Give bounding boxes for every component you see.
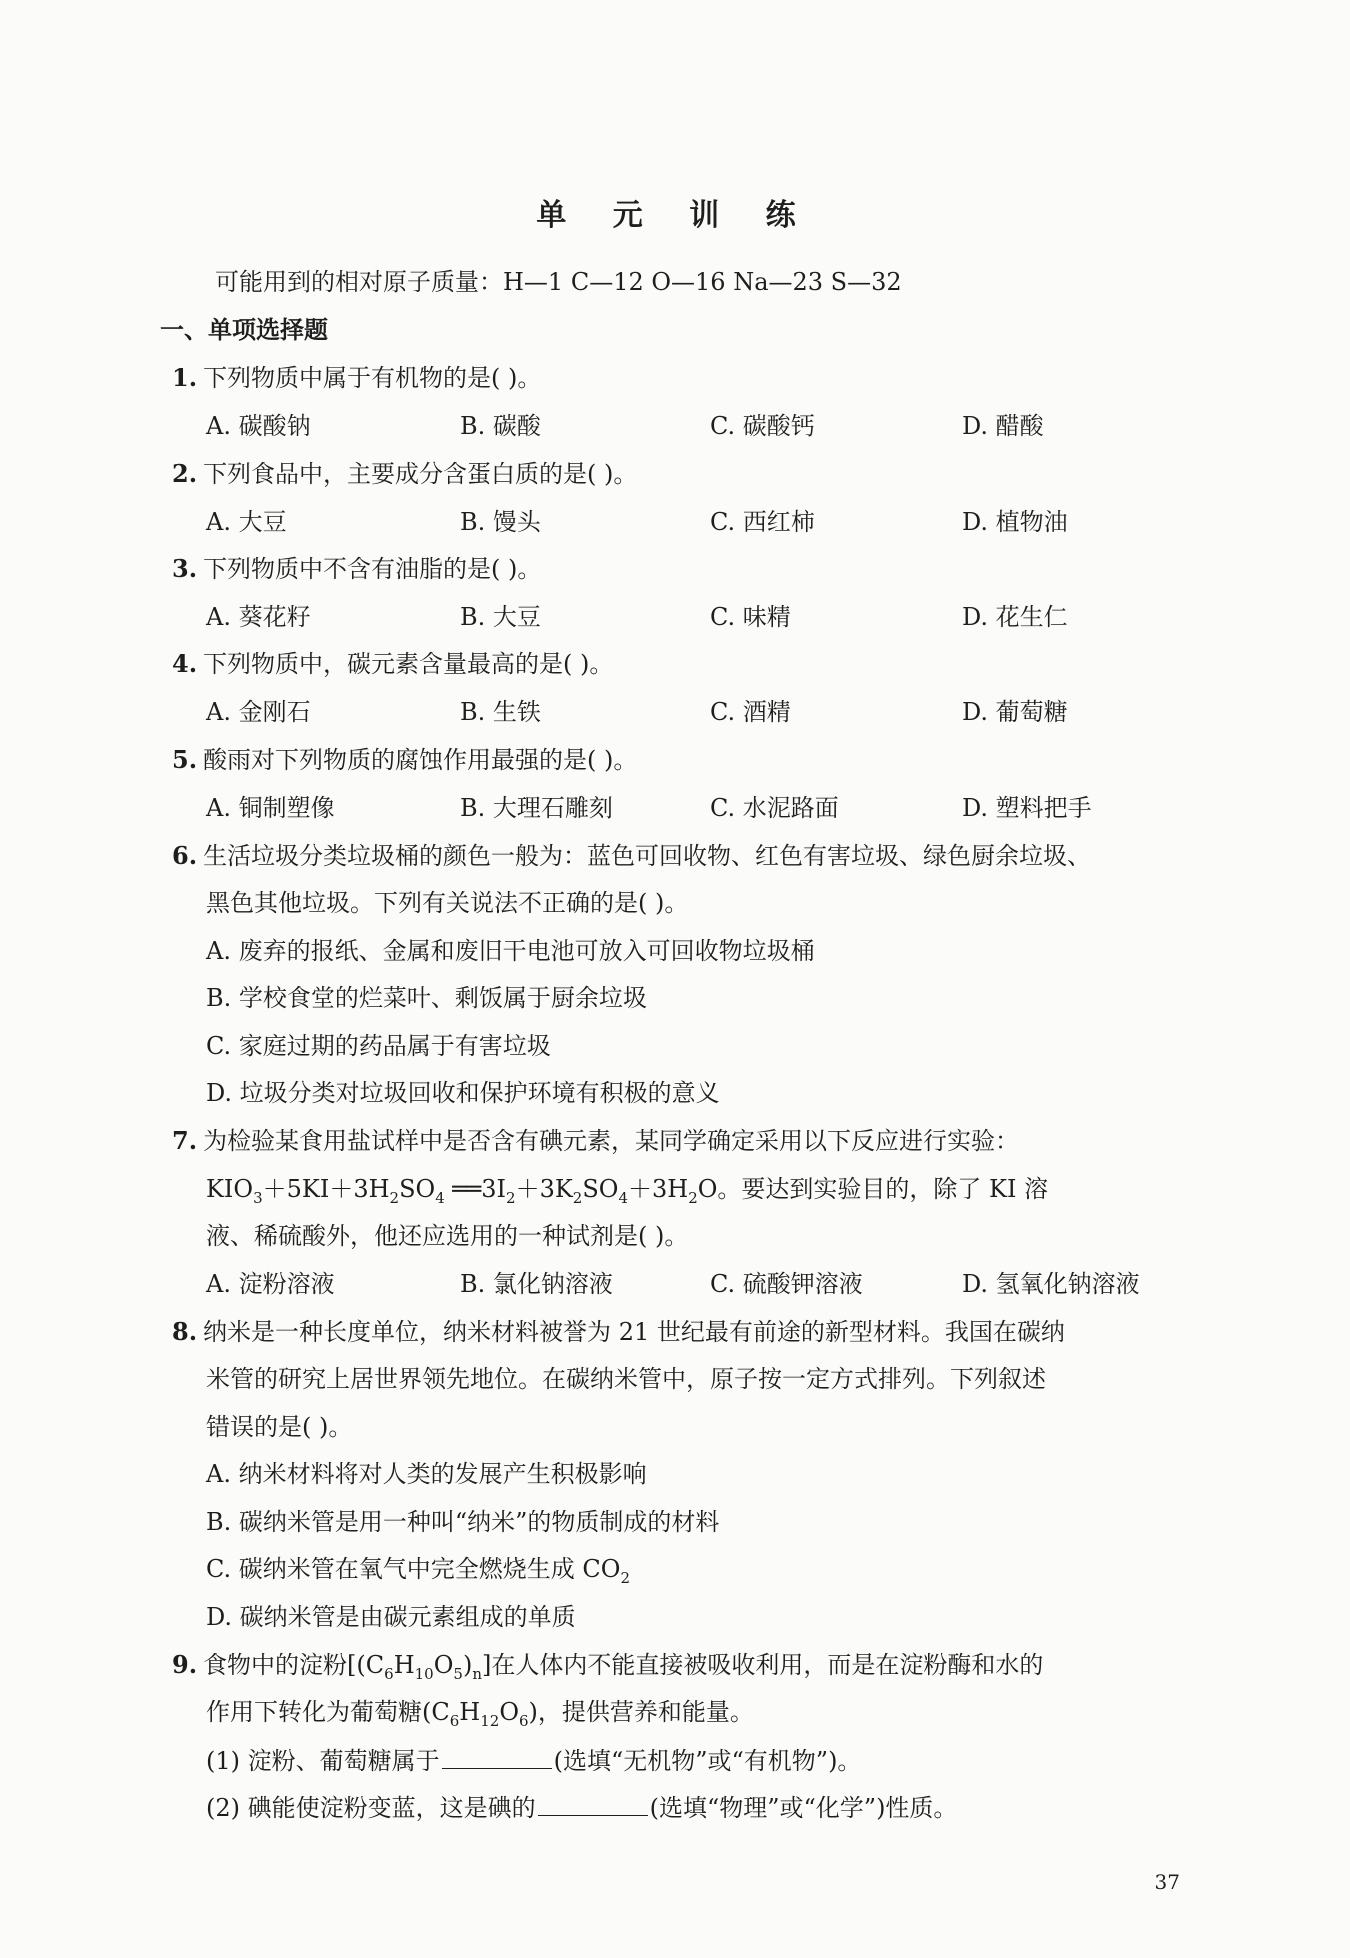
question-stem: 作用下转化为葡萄糖(C	[206, 1698, 450, 1726]
formula-part: H	[459, 1698, 481, 1726]
question-stem: 纳米是一种长度单位，纳米材料被誉为 21 世纪最有前途的新型材料。我国在碳纳	[203, 1318, 1065, 1346]
option-b: B. 碳纳米管是用一种叫“纳米”的物质制成的材料	[206, 1508, 720, 1536]
formula-part: SO	[582, 1175, 619, 1203]
question-stem: 酸雨对下列物质的腐蚀作用最强的是( )。	[203, 746, 638, 774]
question-number: 8.	[172, 1317, 198, 1346]
subscript: 2	[572, 1188, 583, 1207]
question-stem-line: 米管的研究上居世界领先地位。在碳纳米管中，原子按一定方式排列。下列叙述	[206, 1365, 1046, 1393]
answer-blank[interactable]	[538, 1791, 648, 1816]
subscript: 5	[453, 1664, 463, 1683]
section-heading: 一、单项选择题	[160, 315, 328, 344]
question-stem: 下列食品中，主要成分含蛋白质的是( )。	[203, 460, 638, 488]
question-number: 5.	[172, 745, 198, 774]
option-b: B. 馒头	[460, 508, 541, 536]
option-b: B. 生铁	[460, 698, 541, 726]
question-8	[172, 1316, 1065, 1348]
question-stem: ]在人体内不能直接被吸收利用，而是在淀粉酶和水的	[482, 1651, 1044, 1679]
option-c: C. 水泥路面	[710, 794, 839, 822]
sub-question-text: (1) 淀粉、葡萄糖属于	[206, 1747, 440, 1775]
option-b: B. 学校食堂的烂菜叶、剩饭属于厨余垃圾	[206, 984, 647, 1012]
option-b: B. 碳酸	[460, 412, 541, 440]
question-2	[172, 458, 637, 490]
subscript: 3	[253, 1188, 263, 1207]
atomic-masses: 可能用到的相对原子质量：H—1 C—12 O—16 Na—23 S—32	[215, 268, 902, 296]
question-number: 9.	[172, 1650, 198, 1679]
question-stem-line: 错误的是( )。	[206, 1413, 353, 1441]
sub-question-1	[206, 1744, 861, 1777]
subscript: 6	[519, 1711, 529, 1730]
question-3	[172, 553, 541, 585]
question-number: 2.	[172, 459, 198, 488]
question-stem: 下列物质中，碳元素含量最高的是( )。	[203, 650, 614, 678]
formula-part: ＋3H	[628, 1175, 689, 1203]
option-c: C. 味精	[710, 603, 791, 631]
option-a: A. 铜制塑像	[206, 794, 335, 822]
formula-part: SO	[399, 1175, 436, 1203]
option-d: D. 碳纳米管是由碳元素组成的单质	[206, 1603, 576, 1631]
option-d: D. 垃圾分类对垃圾回收和保护环境有积极的意义	[206, 1079, 720, 1107]
option-c: C. 酒精	[710, 698, 791, 726]
question-stem: 生活垃圾分类垃圾桶的颜色一般为：蓝色可回收物、红色有害垃圾、绿色厨余垃圾、	[203, 842, 1092, 870]
subscript: 6	[384, 1664, 394, 1683]
chemical-equation	[206, 1173, 1048, 1214]
formula-part: O	[499, 1698, 519, 1726]
option-d: D. 葡萄糖	[962, 698, 1068, 726]
sub-question-text: (选填“无机物”或“有机物”)。	[553, 1747, 862, 1775]
question-number: 4.	[172, 649, 198, 678]
sub-question-2	[206, 1791, 957, 1824]
page-number: 37	[1154, 1870, 1180, 1894]
option-c: C. 家庭过期的药品属于有害垃圾	[206, 1032, 551, 1060]
option-a: A. 废弃的报纸、金属和废旧干电池可放入可回收物垃圾桶	[206, 937, 815, 965]
formula-part: KIO	[206, 1175, 254, 1203]
question-4	[172, 648, 613, 680]
subscript: 2	[506, 1188, 516, 1207]
question-stem: 下列物质中属于有机物的是( )。	[203, 364, 542, 392]
option-a: A. 碳酸钠	[206, 412, 311, 440]
option-b: B. 大理石雕刻	[460, 794, 613, 822]
question-stem: )，提供营养和能量。	[528, 1698, 754, 1726]
question-number: 3.	[172, 554, 198, 583]
formula-part: ══3I	[444, 1175, 507, 1203]
subscript: 2	[389, 1188, 400, 1207]
question-stem: 食物中的淀粉[(C	[203, 1651, 385, 1679]
question-stem: 下列物质中不含有油脂的是( )。	[203, 555, 542, 583]
option-a: A. 大豆	[206, 508, 287, 536]
option-a: A. 葵花籽	[206, 603, 311, 631]
option-d: D. 花生仁	[962, 603, 1068, 631]
sub-question-text: (选填“物理”或“化学”)性质。	[649, 1794, 958, 1822]
subscript: 2	[688, 1188, 698, 1207]
formula-part: ＋3K	[515, 1175, 573, 1203]
option-a: A. 金刚石	[206, 698, 311, 726]
question-stem: 为检验某食用盐试样中是否含有碘元素，某同学确定采用以下反应进行实验：	[203, 1127, 1020, 1155]
option-c: C. 碳酸钙	[710, 412, 815, 440]
formula-part: )	[462, 1651, 473, 1679]
subscript: 2	[620, 1568, 630, 1587]
question-stem-line: 液、稀硫酸外，他还应选用的一种试剂是( )。	[206, 1222, 689, 1250]
option-a: A. 纳米材料将对人类的发展产生积极影响	[206, 1460, 647, 1488]
question-number: 1.	[172, 363, 198, 392]
formula-part: H	[393, 1651, 415, 1679]
option-c: C. 硫酸钾溶液	[710, 1270, 863, 1298]
question-stem-line	[206, 1696, 754, 1737]
page-title: 单 元 训 练	[536, 198, 814, 233]
option-c	[206, 1553, 630, 1594]
option-a: A. 淀粉溶液	[206, 1270, 335, 1298]
question-6	[172, 840, 1091, 872]
question-5	[172, 744, 637, 776]
question-1	[172, 362, 541, 394]
question-stem-line: 黑色其他垃圾。下列有关说法不正确的是( )。	[206, 889, 689, 917]
subscript: 4	[435, 1188, 445, 1207]
question-9	[172, 1649, 1043, 1690]
option-b: B. 大豆	[460, 603, 541, 631]
option-d: D. 植物油	[962, 508, 1068, 536]
subscript: n	[472, 1664, 483, 1683]
question-number: 7.	[172, 1126, 198, 1155]
answer-blank[interactable]	[442, 1744, 552, 1769]
formula-part: O	[433, 1651, 454, 1679]
sub-question-text: (2) 碘能使淀粉变蓝，这是碘的	[206, 1794, 536, 1822]
option-d: D. 醋酸	[962, 412, 1044, 440]
question-number: 6.	[172, 841, 198, 870]
subscript: 10	[414, 1664, 434, 1683]
question-7	[172, 1125, 1019, 1157]
formula-part: O。要达到实验目的，除了 KI 溶	[697, 1175, 1049, 1203]
formula-part: ＋5KI＋3H	[262, 1175, 390, 1203]
option-d: D. 塑料把手	[962, 794, 1092, 822]
subscript: 12	[480, 1711, 500, 1730]
option-text: C. 碳纳米管在氧气中完全燃烧生成 CO	[206, 1555, 621, 1583]
subscript: 4	[618, 1188, 628, 1207]
option-c: C. 西红柿	[710, 508, 815, 536]
option-d: D. 氢氧化钠溶液	[962, 1270, 1140, 1298]
option-b: B. 氯化钠溶液	[460, 1270, 613, 1298]
subscript: 6	[449, 1711, 460, 1730]
